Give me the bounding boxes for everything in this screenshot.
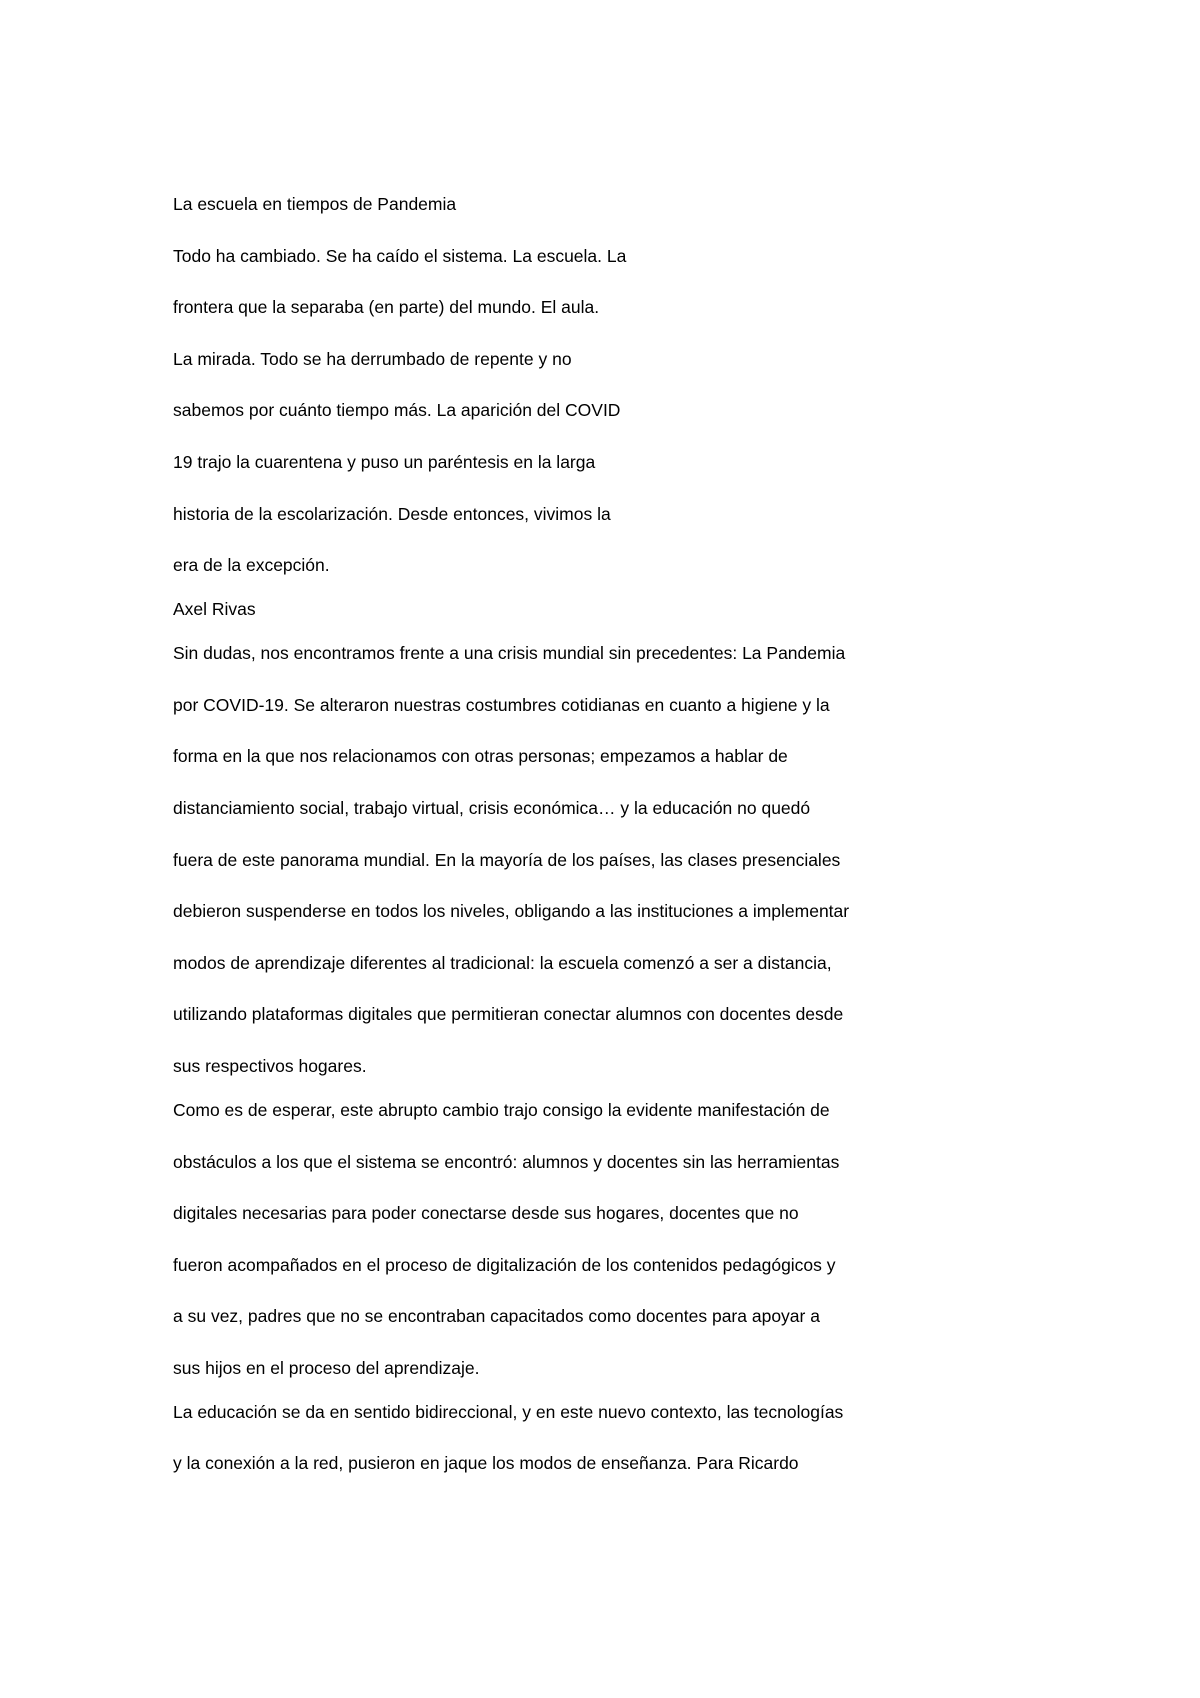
paragraph-line: y la conexión a la red, pusieron en jaque los modos de enseñanza. Para Ricardo xyxy=(173,1453,799,1474)
paragraph-line: por COVID-19. Se alteraron nuestras costumbres cotidianas en cuanto a higiene y la xyxy=(173,694,830,715)
quote-author: Axel Rivas xyxy=(173,599,256,620)
paragraph-line: obstáculos a los que el sistema se encontró: alumnos y docentes sin las herramientas xyxy=(173,1151,840,1172)
paragraph-line: forma en la que nos relacionamos con otras personas; empezamos a hablar de xyxy=(173,746,788,767)
quote-line: era de la excepción. xyxy=(173,555,330,576)
quote-line: frontera que la separaba (en parte) del mundo. El aula. xyxy=(173,297,600,318)
paragraph-line: La educación se da en sentido bidireccional, y en este nuevo contexto, las tecnologías xyxy=(173,1401,844,1422)
document-body xyxy=(173,193,1073,1504)
paragraph-line: sus respectivos hogares. xyxy=(173,1055,367,1076)
paragraph-line: a su vez, padres que no se encontraban capacitados como docentes para apoyar a xyxy=(173,1306,820,1327)
paragraph-line: fueron acompañados en el proceso de digitalización de los contenidos pedagógicos y xyxy=(173,1254,836,1275)
paragraph-line: Sin dudas, nos encontramos frente a una crisis mundial sin precedentes: La Pandemia xyxy=(173,643,846,664)
paragraph-line: sus hijos en el proceso del aprendizaje. xyxy=(173,1357,480,1378)
quote-line: La mirada. Todo se ha derrumbado de repente y no xyxy=(173,348,572,369)
paragraph-line: utilizando plataformas digitales que permitieran conectar alumnos con docentes desde xyxy=(173,1004,844,1025)
quote-line: historia de la escolarización. Desde entonces, vivimos la xyxy=(173,503,611,524)
quote-line: 19 trajo la cuarentena y puso un paréntesis en la larga xyxy=(173,451,596,472)
paragraph-line: fuera de este panorama mundial. En la mayoría de los países, las clases presenciales xyxy=(173,849,841,870)
paragraph-line: digitales necesarias para poder conectarse desde sus hogares, docentes que no xyxy=(173,1203,799,1224)
quote-line: Todo ha cambiado. Se ha caído el sistema. La escuela. La xyxy=(173,245,627,266)
paragraph-line: Como es de esperar, este abrupto cambio trajo consigo la evidente manifestación de xyxy=(173,1099,830,1120)
paragraph-line: debieron suspenderse en todos los niveles, obligando a las instituciones a implementar xyxy=(173,901,850,922)
paragraph-line: distanciamiento social, trabajo virtual, crisis económica… y la educación no quedó xyxy=(173,797,811,818)
paragraph-line: modos de aprendizaje diferentes al tradicional: la escuela comenzó a ser a distancia, xyxy=(173,952,832,973)
document-title: La escuela en tiempos de Pandemia xyxy=(173,194,457,214)
quote-line: sabemos por cuánto tiempo más. La aparición del COVID xyxy=(173,400,621,421)
